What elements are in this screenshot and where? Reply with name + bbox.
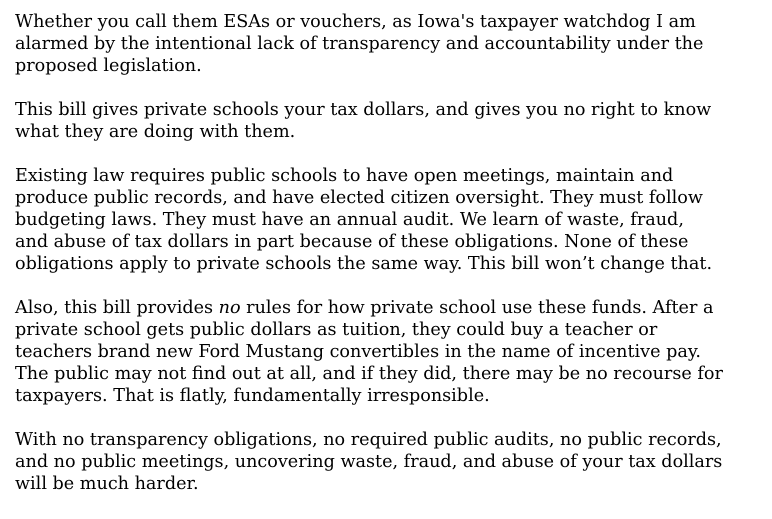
text-line: [15, 297, 762, 319]
text-line: and abuse of tax dollars in part because of these obligations. None of these: [15, 232, 689, 252]
emphasis-text: no: [218, 298, 241, 318]
text-line: With no transparency obligations, no required public audits, no public records,: [15, 430, 722, 450]
text-line: This bill gives private schools your tax dollars, and gives you no right to know: [15, 100, 712, 120]
text-segment: Also, this bill provides: [15, 298, 219, 318]
text-line: what they are doing with them.: [15, 122, 296, 142]
paragraph-conclusion: [15, 429, 762, 495]
text-line: and no public meetings, uncovering waste, fraud, and abuse of your tax dollars: [15, 452, 723, 472]
paragraph-existing-law: [15, 165, 762, 275]
text-line: The public may not find out at all, and if they did, there may be no recourse for: [15, 364, 723, 384]
text-line: produce public records, and have elected citizen oversight. They must follow: [15, 188, 703, 208]
text-line: proposed legislation.: [15, 56, 202, 76]
text-line: private school gets public dollars as tuition, they could buy a teacher or: [15, 320, 658, 340]
paragraph-no-rules: [15, 297, 762, 407]
text-line: Whether you call them ESAs or vouchers, as Iowa's taxpayer watchdog I am: [15, 12, 696, 32]
text-line: budgeting laws. They must have an annual audit. We learn of waste, fraud,: [15, 210, 684, 230]
text-segment: rules for how private school use these funds. After a: [240, 298, 714, 318]
text-line: will be much harder.: [15, 474, 199, 494]
text-line: taxpayers. That is flatly, fundamentally irresponsible.: [15, 386, 490, 406]
paragraph-esas-vouchers: [15, 11, 762, 77]
text-line: obligations apply to private schools the same way. This bill won’t change that.: [15, 254, 713, 274]
text-line: teachers brand new Ford Mustang convertibles in the name of incentive pay.: [15, 342, 702, 362]
paragraph-tax-dollars: [15, 99, 762, 143]
text-line: Existing law requires public schools to have open meetings, maintain and: [15, 166, 674, 186]
text-line: alarmed by the intentional lack of transparency and accountability under the: [15, 34, 704, 54]
